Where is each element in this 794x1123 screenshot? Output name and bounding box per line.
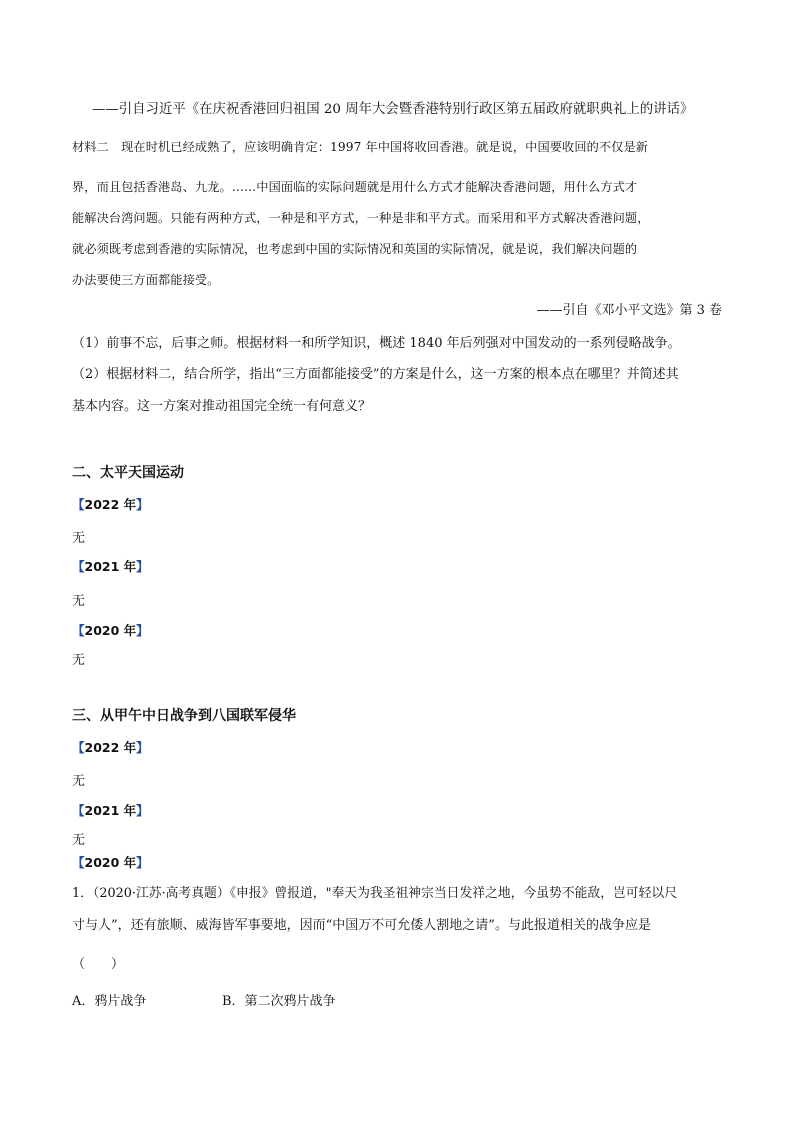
material2-line-5: 办法要使三方面都能接受。 [72,273,220,287]
bracket-open: 【 [72,497,85,512]
bracket-close: 】 [136,855,149,870]
section-2-2020-value: 无 [72,653,86,668]
exam-question-line-2: 寸与人”，还有旅顺、威海皆军事要地，因而“中国万不可允倭人割地之请”。与此报道相关的战争应是 [72,918,651,933]
section-3-2021-value: 无 [72,833,86,848]
bracket-open: 【 [72,623,85,638]
year-label: 2020 年 [84,855,137,870]
bracket-open: 【 [72,803,85,818]
year-label: 2020 年 [84,623,137,638]
bracket-open: 【 [72,855,85,870]
bracket-close: 】 [136,497,149,512]
bracket-open: 【 [72,559,85,574]
exam-question-line-3: （ ） [72,957,125,972]
section-3-year-2020 [72,853,149,871]
section-3-year-2022 [72,738,149,756]
section-2-year-2022 [72,495,149,513]
material2-citation: ——引自《邓小平文选》第 3 卷 [536,303,722,318]
section-2-year-2021 [72,557,149,575]
exam-question-line-1: 1．（2020·江苏·高考真题）《申报》曾报道，"奉天为我圣祖神宗当日发祥之地，今虽势不能敌，岂可轻以尺 [72,886,677,901]
year-label: 2022 年 [84,497,137,512]
section-2-heading: 二、太平天国运动 [72,465,184,481]
question-2-text-line-1: （2）根据材料二，结合所学，指出“三方面都能接受”的方案是什么，这一方案的根本点在哪里？并简述其 [72,367,679,382]
bracket-close: 】 [136,740,149,755]
bracket-close: 】 [136,559,149,574]
material2-line-1: 材料二 现在时机已经成熟了，应该明确肯定：1997 年中国将收回香港。就是说，中国要收回的不仅是新 [72,140,649,154]
bracket-close: 】 [136,803,149,818]
section-2-2022-value: 无 [72,531,86,546]
bracket-close: 】 [136,623,149,638]
year-label: 2021 年 [84,559,137,574]
option-b[interactable]: B．第二次鸦片战争 [222,994,336,1009]
year-label: 2021 年 [84,803,137,818]
bracket-open: 【 [72,740,85,755]
year-label: 2022 年 [84,740,137,755]
section-3-year-2021 [72,801,149,819]
question-1-text: （1）前事不忘，后事之师。根据材料一和所学知识，概述 1840 年后列强对中国发动的一系列侵略战争。 [72,336,681,351]
question-2-text-line-2: 基本内容。这一方案对推动祖国完全统一有何意义？ [72,399,372,414]
section-2-2021-value: 无 [72,594,86,609]
material1-citation: ——引自习近平《在庆祝香港回归祖国 20 周年大会暨香港特别行政区第五届政府就职典礼上的讲话》 [92,102,694,117]
section-3-heading: 三、从甲午中日战争到八国联军侵华 [72,708,296,724]
section-3-2022-value: 无 [72,774,86,789]
material2-line-2: 界，而且包括香港岛、九龙。……中国面临的实际问题就是用什么方式才能解决香港问题，用什么方式才 [72,180,638,194]
material2-line-3: 能解决台湾问题。只能有两种方式，一种是和平方式，一种是非和平方式。而采用和平方式解决香港问题， [72,211,650,225]
section-2-year-2020 [72,621,149,639]
option-a[interactable]: A．鸦片战争 [72,994,147,1009]
material2-line-4: 就必须既考虑到香港的实际情况，也考虑到中国的实际情况和英国的实际情况，就是说，我们解决问题的 [72,242,638,256]
